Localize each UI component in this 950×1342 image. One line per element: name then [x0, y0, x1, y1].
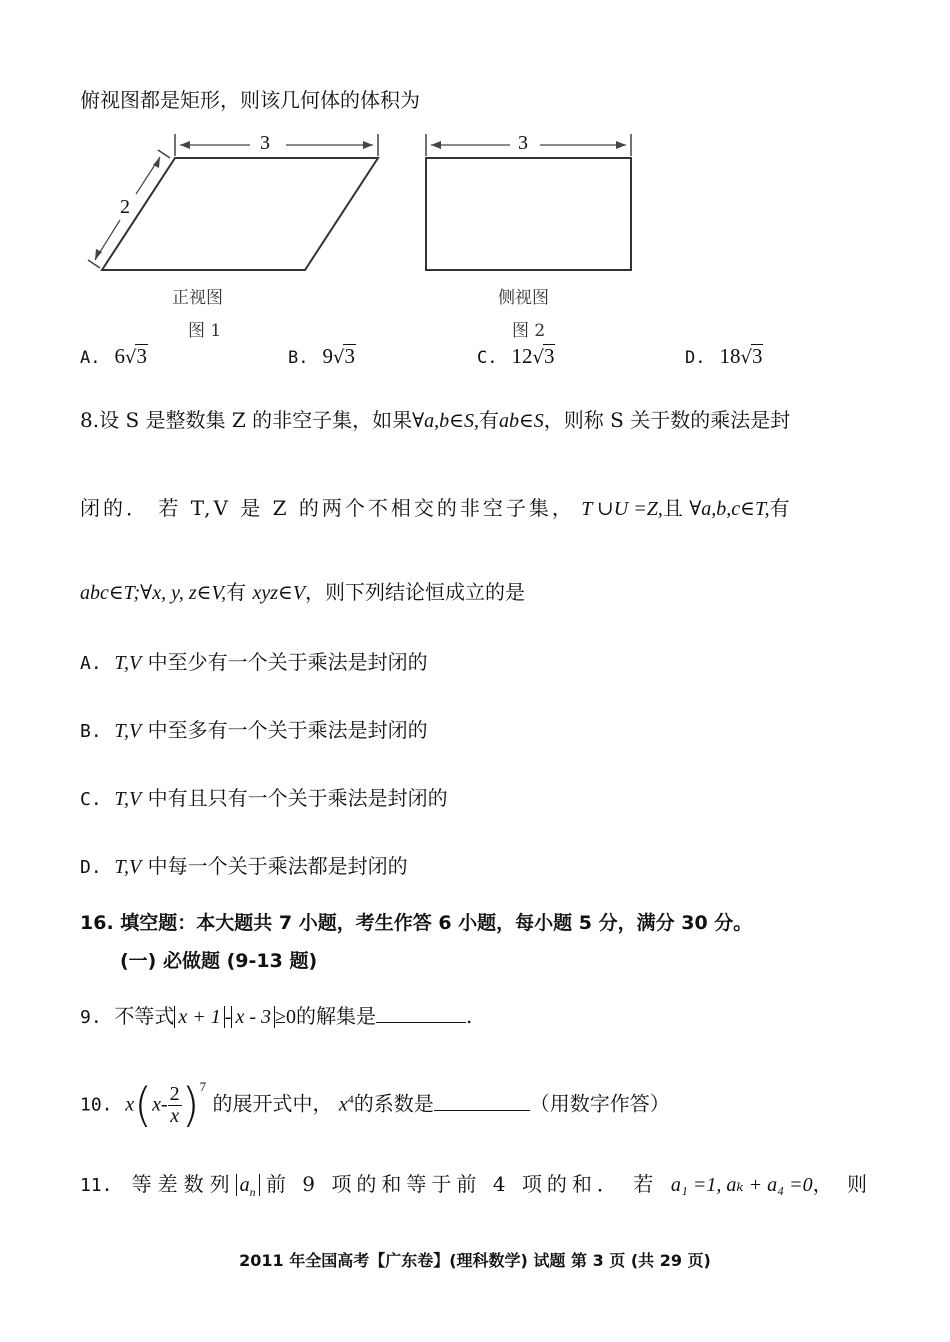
- fraction: [168, 1084, 182, 1127]
- option-radicand: 3: [543, 344, 555, 368]
- q10-text: 的展开式中，: [212, 1091, 333, 1116]
- option-letter: A.: [80, 348, 101, 368]
- q8-math: T ∪U =Z,: [581, 498, 663, 520]
- option-letter: C.: [80, 789, 102, 810]
- q7-option-a[interactable]: [80, 344, 148, 369]
- side-view-dim-top: 3: [518, 132, 528, 154]
- q11-line: [80, 1172, 871, 1199]
- option-radicand: 3: [751, 344, 763, 368]
- side-view-caption: 侧视图: [498, 288, 549, 308]
- q8-text: 且: [662, 496, 683, 520]
- minus-sign: -: [224, 1006, 232, 1028]
- q9-line: [80, 1004, 472, 1029]
- sqrt-icon: √: [124, 347, 137, 368]
- q8-text: 8.设 S 是整数集 Z 的非空子集，如果: [80, 408, 413, 432]
- fraction-denominator: x: [170, 1104, 180, 1127]
- option-coef: 18: [719, 344, 741, 368]
- option-text: 中每一个关于乘法都是封闭的: [147, 854, 408, 878]
- q8-option-d[interactable]: [80, 854, 408, 879]
- period: .: [465, 1004, 473, 1028]
- sqrt-icon: √: [332, 347, 345, 368]
- question-number: 10.: [80, 1094, 113, 1116]
- q8-text: 有: [769, 496, 790, 520]
- minus-sign: -: [160, 1093, 168, 1116]
- side-view-diagram: [410, 128, 660, 343]
- q8-math: ab∈S: [498, 410, 544, 432]
- option-coef: 12: [511, 344, 533, 368]
- q8-text: 闭的． 若 T,V 是 Z 的两个不相交的非空子集，: [80, 496, 575, 520]
- option-letter: A.: [80, 653, 102, 674]
- figure-1-number: 图 1: [188, 321, 222, 341]
- right-paren-icon: ): [181, 1078, 200, 1133]
- front-view-caption: 正视图: [172, 288, 223, 308]
- fraction-numerator: 2: [169, 1082, 180, 1105]
- q8-text: 有: [478, 408, 499, 432]
- q10-line: [80, 1070, 670, 1135]
- option-letter: B.: [80, 721, 102, 742]
- subscript: n: [249, 1185, 256, 1199]
- q10-math: x: [152, 1093, 161, 1116]
- q8-option-b[interactable]: [80, 718, 428, 743]
- option-letter: C.: [477, 348, 498, 368]
- q8-option-c[interactable]: [80, 786, 448, 811]
- q11-condition: a₁ =1, aₖ + a₄ =0: [670, 1174, 813, 1196]
- figure-1: [80, 128, 400, 343]
- question-number: 9.: [80, 1007, 102, 1028]
- q8-math: ∀a,b∈S,: [412, 410, 479, 432]
- q9-text: 的解集是: [295, 1004, 376, 1028]
- q11-text: ， 则: [812, 1172, 871, 1196]
- option-text: 中有且只有一个关于乘法是封闭的: [147, 786, 448, 810]
- sqrt-icon: √: [532, 347, 544, 368]
- question-number: 11.: [80, 1175, 113, 1196]
- answer-blank[interactable]: [376, 1004, 466, 1023]
- sequence-symbol: a: [239, 1174, 250, 1196]
- q8-option-a[interactable]: [80, 650, 428, 675]
- q8-text: ，则称 S 关于数的乘法是封: [543, 408, 791, 432]
- option-letter: D.: [80, 857, 102, 878]
- option-math: T,V: [114, 720, 142, 742]
- section-heading: 16. 填空题：本大题共 7 小题，考生作答 6 小题，每小题 5 分，满分 30 分。: [80, 912, 753, 934]
- relation: ≥0: [275, 1006, 296, 1028]
- front-view-dim-top: 3: [260, 132, 270, 154]
- q8-text: ，则下列结论恒成立的是: [305, 580, 526, 604]
- q8-text: 有: [226, 580, 247, 604]
- q10-math: x: [125, 1093, 135, 1116]
- front-view-diagram: [80, 128, 400, 343]
- abs-expression: x - 3: [231, 1006, 275, 1028]
- option-letter: B.: [288, 348, 309, 368]
- figure-2-number: 图 2: [512, 321, 546, 341]
- section-subheading: (一) 必做题 (9-13 题): [120, 950, 318, 972]
- abs-expression: x + 1: [174, 1006, 224, 1028]
- option-coef: 9: [322, 344, 333, 368]
- intro-text: 俯视图都是矩形，则该几何体的体积为: [80, 88, 420, 112]
- option-math: T,V: [114, 856, 142, 878]
- q10-text: 的系数是: [353, 1091, 434, 1116]
- q8-math: ∀a,b,c∈T,: [689, 498, 770, 520]
- exponent: 7: [199, 1079, 207, 1094]
- q7-option-c[interactable]: [477, 344, 555, 369]
- exponent: 4: [347, 1092, 354, 1106]
- q8-math: abc∈T;∀x, y, z∈V,: [80, 582, 227, 604]
- answer-blank[interactable]: [434, 1092, 530, 1111]
- q8-line-3: [80, 580, 525, 605]
- left-paren-icon: (: [134, 1078, 153, 1133]
- option-letter: D.: [685, 348, 706, 368]
- option-text: 中至少有一个关于乘法是封闭的: [147, 650, 428, 674]
- abs-sequence: [236, 1174, 260, 1199]
- q10-math: x: [338, 1093, 348, 1116]
- option-coef: 6: [114, 344, 125, 368]
- sqrt-icon: √: [740, 347, 752, 368]
- q9-text: 不等式: [114, 1004, 175, 1028]
- option-math: T,V: [114, 788, 142, 810]
- front-view-dim-side: 2: [120, 196, 130, 218]
- option-math: T,V: [114, 652, 142, 674]
- q11-text: 前 9 项的和等于前 4 项的和． 若: [265, 1172, 659, 1196]
- option-radicand: 3: [344, 344, 355, 368]
- q8-line-2: [80, 496, 790, 521]
- q7-option-b[interactable]: [288, 344, 356, 369]
- page-footer: 2011 年全国高考【广东卷】(理科数学) 试题 第 3 页 (共 29 页): [239, 1251, 711, 1270]
- q8-line-1: [80, 408, 790, 433]
- q8-math: xyz∈V: [252, 582, 306, 604]
- option-text: 中至多有一个关于乘法是封闭的: [147, 718, 428, 742]
- q11-text: 等差数列: [131, 1172, 236, 1196]
- option-radicand: 3: [136, 344, 147, 368]
- figure-2: [410, 128, 660, 343]
- q7-option-d[interactable]: [685, 344, 763, 369]
- q10-text: （用数字作答）: [529, 1091, 670, 1116]
